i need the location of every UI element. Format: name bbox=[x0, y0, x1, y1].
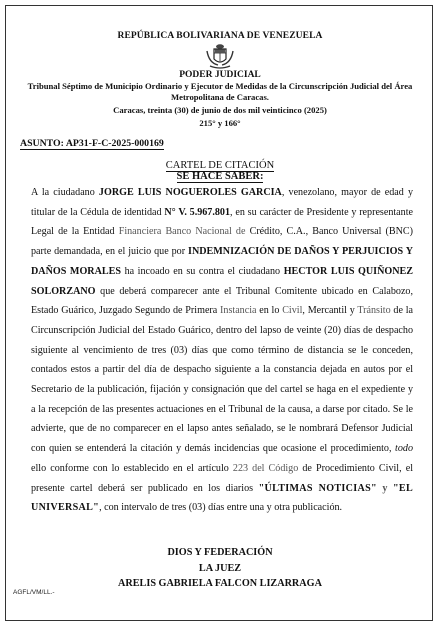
entity-name: Financiera Banco Nacional de bbox=[118, 226, 246, 238]
case-number-text: ASUNTO: AP31-F-C-2025-000169 bbox=[20, 138, 164, 149]
id-number: N° V. 5.967.801 bbox=[164, 206, 231, 218]
body-text: , en su carácter de Presidente y representante Legal de la Entidad bbox=[31, 206, 413, 238]
judge-name: ARELIS GABRIELA FALCON LIZARRAGA bbox=[118, 578, 322, 589]
body-text: de Procedimiento Civil, el presente cartel deberá ser publicado en los diarios bbox=[31, 462, 413, 494]
judge-role: LA JUEZ bbox=[198, 563, 242, 574]
body-text: que deberá comparecer ante el Tribunal Comitente ubicado en Calabozo, Estado Guárico, Juzgado Segundo de Primera bbox=[31, 285, 413, 317]
claim-type: INDEMNIZACIÓN DE DAÑOS Y PERJUICIOS Y DAÑOS MORALES bbox=[31, 246, 413, 277]
body-text: , venezolano, mayor de edad y titular de la Cédula de identidad bbox=[31, 187, 413, 218]
body-text: Crédito, C.A., Banco Universal (BNC) parte demandada, en el juicio que por bbox=[31, 226, 414, 258]
document-date: Caracas, treinta (30) de junio de dos mil veinticinco (2025) bbox=[113, 105, 327, 115]
body-text: , con intervalo de tres (03) días entre una y otra publicación. bbox=[99, 502, 343, 514]
body-text-grey: Civil bbox=[282, 305, 303, 317]
body-text-italic: todo bbox=[395, 443, 413, 455]
cartel-subtitle-text: SE HACE SABER: bbox=[176, 171, 264, 182]
case-number bbox=[20, 138, 164, 149]
body-text-grey: Instancia bbox=[220, 305, 257, 317]
body-text: A la ciudadano bbox=[31, 187, 99, 198]
citation-body bbox=[31, 183, 413, 518]
closing-formula: DIOS Y FEDERACIÓN bbox=[167, 547, 273, 558]
body-text: en lo bbox=[256, 305, 283, 317]
cartel-title-text: CARTEL DE CITACIÓN bbox=[165, 160, 275, 171]
coat-of-arms-icon bbox=[204, 43, 236, 69]
newspaper-name: "EL UNIVERSAL" bbox=[31, 482, 413, 514]
body-text-grey: y bbox=[376, 482, 394, 494]
defendant-name: JORGE LUIS NOGUEROLES GARCIA bbox=[98, 187, 282, 198]
newspaper-name: "ÚLTIMAS NOTICIAS" bbox=[258, 482, 377, 494]
cartel-subtitle bbox=[10, 171, 430, 182]
judicial-power-title: PODER JUDICIAL bbox=[179, 70, 261, 80]
body-text: , Mercantil y bbox=[302, 305, 358, 317]
clerk-initials: AGFL/VM/LL.- bbox=[13, 589, 55, 596]
republic-header: REPÚBLICA BOLIVARIANA DE VENEZUELA bbox=[117, 31, 323, 41]
body-text: ha incoado en su contra el ciudadano bbox=[120, 265, 284, 277]
body-text: de la Circunscripción Judicial del Estado Guárico, dentro del lapso de veinte (20) días de despacho siguiente al vencimiento de tres (03) días que como término de distancia se le conceden, contados estos a partir del día de despacho siguiente a la constancia dejada en autos por el Secretario de la publicación, fijación y consignación que del cartel se haga en el expediente y a la recepción de las presentes actuaciones en el Tribunal de la causa, a darse por citado. Se le advierte, que de no comparecer en el lapso antes señalado, se le nombrará Defensor Judicial con quien se entenderá la citación y demás incidencias que ocasione el procedimiento, bbox=[31, 305, 414, 455]
body-text: ello conforme con lo establecido en el artículo bbox=[31, 462, 233, 474]
plaintiff-name: HECTOR LUIS QUIÑONEZ SOLORZANO bbox=[31, 265, 413, 297]
body-text-grey: Tránsito bbox=[357, 305, 391, 317]
years-line: 215° y 166° bbox=[199, 118, 241, 128]
cartel-title bbox=[10, 160, 430, 171]
body-text-grey: 223 del Código bbox=[232, 462, 299, 474]
court-name: Tribunal Séptimo de Municipio Ordinario y Ejecutor de Medidas de la Circunscripción Judicial del Área Metropolitana de Caracas. bbox=[27, 81, 413, 102]
